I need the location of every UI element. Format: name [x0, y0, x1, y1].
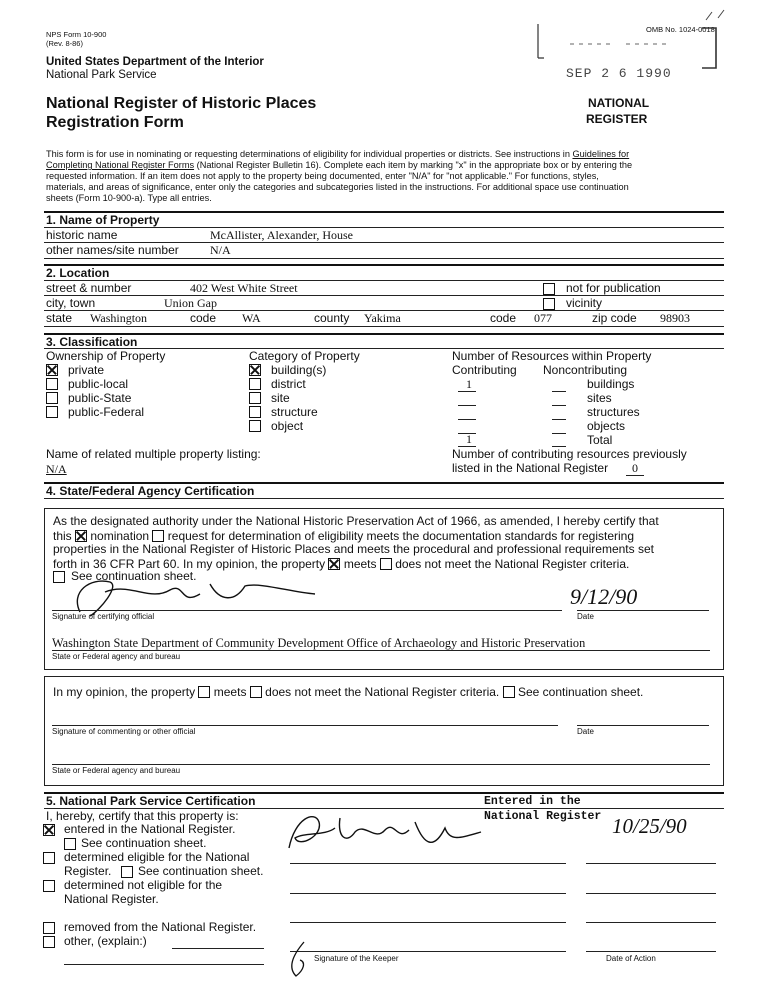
section-2-heading: 2. Location — [46, 266, 110, 280]
received-date-stamp: SEP 2 6 1990 — [566, 66, 672, 81]
category-site-checkbox[interactable] — [249, 392, 261, 404]
eligible-checkbox[interactable] — [43, 852, 55, 864]
instructions-line-4: materials, and areas of significance, enter only the categories and subcategories listed in the instructions. For additional space use continuation — [46, 182, 629, 192]
blank-line — [552, 391, 566, 392]
certification-text-1: As the designated authority under the National Historic Preservation Act of 1966, as amended, I hereby certify that — [53, 514, 659, 528]
divider — [44, 498, 724, 499]
entered-continuation-label: See continuation sheet. — [81, 836, 207, 850]
other-checkbox[interactable] — [43, 936, 55, 948]
entered-label: entered in the National Register. — [64, 822, 236, 836]
eligibility-request-checkbox[interactable] — [152, 530, 164, 542]
keeper-initial-mark — [286, 940, 316, 980]
blank-line — [458, 419, 476, 420]
keeper-line — [290, 863, 566, 864]
blank-line — [458, 391, 476, 392]
category-structure-checkbox[interactable] — [249, 406, 261, 418]
previously-listed-label-2: listed in the National Register — [452, 461, 609, 475]
category-building-label: building(s) — [271, 363, 327, 377]
removed-checkbox[interactable] — [43, 922, 55, 934]
vicinity-label: vicinity — [566, 296, 603, 310]
county-code-label: code — [490, 311, 517, 325]
zip-field[interactable]: 98903 — [660, 311, 690, 325]
resource-structures-label: structures — [587, 405, 640, 419]
blank-line — [626, 475, 644, 476]
ownership-public-local-checkbox[interactable] — [46, 378, 58, 390]
eligible-continuation-label: See continuation sheet. — [138, 864, 264, 878]
not-eligible-label-1: determined not eligible for the — [64, 878, 223, 892]
other-names-label: other names/site number — [46, 243, 179, 257]
commenting-signature-label: Signature of commenting or other official — [52, 727, 196, 736]
divider — [44, 227, 724, 228]
nomination-checkbox[interactable] — [75, 530, 87, 542]
stamp-national: NATIONAL — [588, 96, 650, 110]
entered-stamp-line-1: Entered in the — [484, 795, 581, 808]
county-code-field[interactable]: 077 — [534, 311, 552, 325]
category-site-label: site — [271, 391, 290, 405]
instructions-line-2: Completing National Register Forms (National Register Bulletin 16). Complete each item by marking "x" in the appropriate box or by entering the — [46, 160, 633, 170]
multiple-listing-label: Name of related multiple property listing: — [46, 447, 261, 461]
resource-buildings-label: buildings — [587, 377, 635, 391]
form-subtitle: Registration Form — [46, 114, 184, 131]
vicinity-checkbox[interactable] — [543, 298, 555, 310]
contributing-heading: Contributing — [452, 363, 517, 377]
action-date-line — [586, 863, 716, 864]
explain-line — [64, 964, 264, 965]
certification-text-2: this nomination request for determination of eligibility meets the documentation standards for registering — [53, 529, 635, 543]
keeper-signature — [285, 808, 485, 856]
entered-checkbox[interactable] — [43, 824, 55, 836]
not-for-publication-checkbox[interactable] — [543, 283, 555, 295]
form-title: National Register of Historic Places — [46, 95, 317, 112]
explain-line — [172, 948, 264, 949]
not-for-publication-label: not for publication — [566, 281, 661, 295]
keeper-signature-label: Signature of the Keeper — [314, 954, 399, 963]
other-names-field[interactable]: N/A — [210, 243, 231, 257]
eligible-label-2: Register. — [64, 864, 112, 878]
instructions-line-5: sheets (Form 10-900-a). Type all entries. — [46, 193, 212, 203]
category-structure-label: structure — [271, 405, 318, 419]
multiple-listing-field[interactable]: N/A — [46, 462, 67, 476]
department: United States Department of the Interior — [46, 56, 264, 68]
resource-objects-label: objects — [587, 419, 626, 433]
category-building-checkbox[interactable] — [249, 364, 261, 376]
resource-sites-label: sites — [587, 391, 612, 405]
section-3-heading: 3. Classification — [46, 335, 138, 349]
state-label: state — [46, 311, 73, 325]
state-code-field[interactable]: WA — [242, 311, 261, 325]
commenting-agency-label: State or Federal agency and bureau — [52, 766, 181, 775]
category-object-label: object — [271, 419, 304, 433]
action-date-line — [586, 922, 716, 923]
ownership-private-label: private — [68, 363, 105, 377]
keeper-line — [290, 922, 566, 923]
form-number: NPS Form 10-900 — [46, 30, 107, 39]
opinion-does-not-meet-checkbox[interactable] — [250, 686, 262, 698]
resources-heading: Number of Resources within Property — [452, 349, 652, 363]
certification-text-3: properties in the National Register of Historic Places and meets the procedural and professional requirements set — [53, 542, 654, 556]
not-eligible-label-2: National Register. — [64, 892, 159, 906]
ownership-public-state-checkbox[interactable] — [46, 392, 58, 404]
eligible-continuation-checkbox[interactable] — [121, 866, 133, 878]
signature-line — [52, 610, 562, 611]
divider — [44, 264, 724, 266]
state-code-label: code — [190, 311, 217, 325]
category-heading: Category of Property — [249, 349, 360, 363]
removed-label: removed from the National Register. — [64, 920, 257, 934]
historic-name-field[interactable]: McAllister, Alexander, House — [210, 228, 354, 242]
divider — [44, 333, 724, 335]
category-object-checkbox[interactable] — [249, 420, 261, 432]
street-field[interactable]: 402 West White Street — [190, 281, 298, 295]
blank-line — [552, 433, 566, 434]
continuation-sheet-label: See continuation sheet. — [71, 569, 197, 583]
action-date-line — [586, 893, 716, 894]
action-date-field[interactable]: 10/25/90 — [612, 814, 687, 838]
resource-total-label: Total — [587, 433, 613, 447]
commenting-date-label: Date — [577, 727, 594, 736]
opinion-line: In my opinion, the property meets does not meet the National Register criteria. See continuation sheet. — [53, 685, 644, 699]
does-not-meet-checkbox[interactable] — [380, 558, 392, 570]
city-label: city, town — [46, 296, 96, 310]
category-district-checkbox[interactable] — [249, 378, 261, 390]
certifying-signature-label: Signature of certifying official — [52, 612, 155, 621]
section-4-heading: 4. State/Federal Agency Certification — [46, 484, 255, 498]
county-label: county — [314, 311, 350, 325]
zip-label: zip code — [592, 311, 637, 325]
city-field[interactable]: Union Gap — [164, 296, 217, 310]
instructions-line-3: requested information. If an item does not apply to the property being documented, enter "N/A" for "not applicable." For functions, styles, — [46, 171, 599, 181]
contributing-buildings-count[interactable]: 1 — [466, 377, 472, 391]
agency-line — [52, 764, 710, 765]
county-field[interactable]: Yakima — [364, 311, 401, 325]
keeper-line — [290, 951, 566, 952]
action-date-line — [586, 951, 716, 952]
date-line — [577, 725, 709, 726]
blank-line — [458, 405, 476, 406]
state-field[interactable]: Washington — [90, 311, 148, 325]
ownership-public-federal-checkbox[interactable] — [46, 406, 58, 418]
ownership-public-federal-label: public-Federal — [68, 405, 145, 419]
entered-stamp-line-2: National Register — [484, 810, 602, 823]
divider — [44, 258, 724, 259]
blank-line — [552, 405, 566, 406]
divider — [44, 295, 724, 296]
ownership-public-state-label: public-State — [68, 391, 132, 405]
other-label: other, (explain:) — [64, 934, 147, 948]
nps-certify-intro: I, hereby, certify that this property is: — [46, 809, 239, 823]
stamp-register: REGISTER — [586, 112, 648, 126]
divider — [44, 326, 724, 327]
contributing-total-count[interactable]: 1 — [466, 432, 472, 446]
ownership-private-checkbox[interactable] — [46, 364, 58, 376]
agency: National Park Service — [46, 69, 157, 81]
opinion-meets-checkbox[interactable] — [198, 686, 210, 698]
entered-continuation-checkbox[interactable] — [64, 838, 76, 850]
category-district-label: district — [271, 377, 306, 391]
signature-line — [52, 725, 558, 726]
certification-date-field[interactable]: 9/12/90 — [570, 584, 638, 609]
not-eligible-checkbox[interactable] — [43, 880, 55, 892]
keeper-line — [290, 893, 566, 894]
section-1-heading: 1. Name of Property — [46, 213, 160, 227]
instructions-line-1: This form is for use in nominating or requesting determinations of eligibility for individual properties or districts. See instructions in Guidelines for — [46, 149, 630, 159]
form-revision: (Rev. 8-86) — [46, 39, 83, 48]
previously-listed-label-1: Number of contributing resources previously — [452, 447, 687, 461]
section-5-heading: 5. National Park Service Certification — [46, 794, 256, 808]
noncontributing-heading: Noncontributing — [543, 363, 628, 377]
eligible-label-1: determined eligible for the National — [64, 850, 250, 864]
previously-listed-field[interactable]: 0 — [632, 461, 638, 475]
omb-number: OMB No. 1024-0018 — [646, 25, 715, 34]
ownership-public-local-label: public-local — [68, 377, 129, 391]
agency-line — [52, 650, 710, 651]
blank-line — [552, 419, 566, 420]
state-agency-label: State or Federal agency and bureau — [52, 652, 181, 661]
date-line — [577, 610, 709, 611]
meets-criteria-checkbox[interactable] — [328, 558, 340, 570]
ownership-heading: Ownership of Property — [46, 349, 166, 363]
street-label: street & number — [46, 281, 132, 295]
historic-name-label: historic name — [46, 228, 118, 242]
state-agency-field[interactable]: Washington State Department of Community Development Office of Archaeology and Historic Preservation — [52, 636, 586, 650]
action-date-label: Date of Action — [606, 954, 656, 963]
certification-text-4: forth in 36 CFR Part 60. In my opinion, the property meets does not meet the National Register criteria. — [53, 557, 630, 571]
certification-date-label: Date — [577, 612, 594, 621]
opinion-continuation-checkbox[interactable] — [503, 686, 515, 698]
